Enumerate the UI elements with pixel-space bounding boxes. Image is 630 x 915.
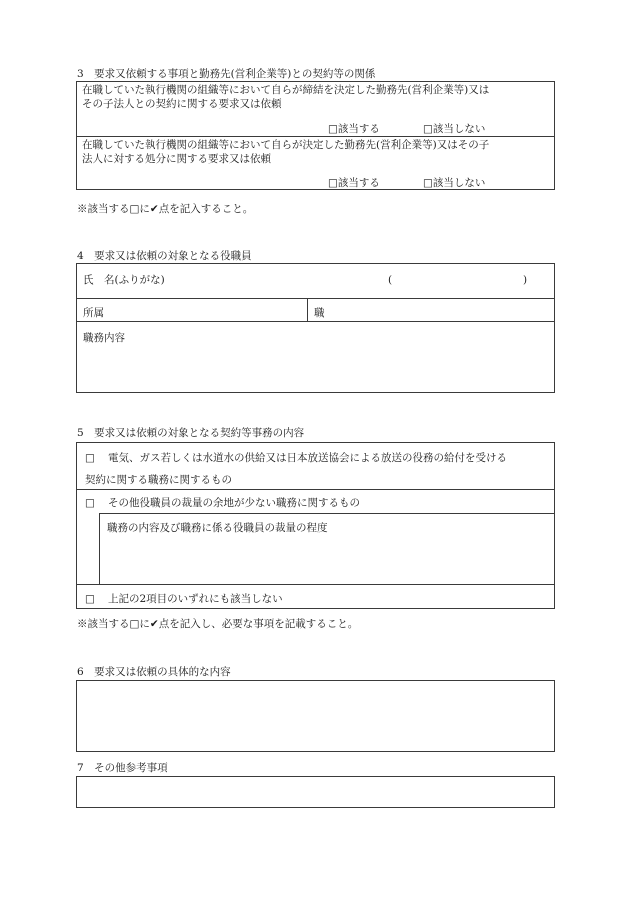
section4-row-divider-1: [76, 298, 555, 299]
item2-sub-label: 職務の内容及び職務に係る役職員の裁量の程度: [107, 522, 328, 534]
item1-text-line1: 電気、ガス若しくは水道水の供給又は日本放送協会による放送の役務の給付を受ける: [108, 452, 507, 464]
section5-row-divider-2: [76, 584, 555, 585]
item3-text: 上記の2項目のいずれにも該当しない: [108, 593, 283, 605]
section7-input-box[interactable]: [76, 776, 555, 808]
section3-row2-text-line1: 在職していた執行機関の組織等において自らが決定した勤務先(営利企業等)又はその子: [82, 139, 490, 151]
section3-row1-text-line2: その子法人との契約に関する要求又は依頼: [82, 98, 282, 110]
section3-row2-text-line2: 法人に対する処分に関する要求又は依頼: [82, 153, 271, 165]
section3-row1-yes-checkbox[interactable]: □該当する: [328, 123, 380, 135]
furigana-paren-open: (: [388, 274, 393, 286]
position-label: 職: [314, 307, 325, 319]
section5-sub-top: [99, 513, 555, 514]
section3-note: ※該当する□に✔点を記入すること。: [77, 203, 254, 215]
section5-row-divider-1: [76, 489, 555, 490]
section7-heading: 7 その他参考事項: [77, 762, 168, 774]
section5-sub-left: [99, 513, 100, 584]
section5-heading: 5 要求又は依頼の対象となる契約等事務の内容: [77, 427, 305, 439]
item1-text-line2: 契約に関する職務に関するもの: [85, 474, 232, 486]
furigana-paren-close: ): [523, 274, 528, 286]
name-furigana-label: 氏 名(ふりがな): [83, 274, 165, 286]
section4-col-divider: [307, 298, 308, 321]
duties-label: 職務内容: [83, 332, 125, 344]
section6-heading: 6 要求又は依頼の具体的な内容: [77, 666, 231, 678]
affiliation-label: 所属: [83, 307, 104, 319]
section5-note: ※該当する□に✔点を記入し、必要な事項を記載すること。: [77, 618, 359, 630]
item1-checkbox[interactable]: □: [85, 452, 95, 464]
section3-row2-yes-checkbox[interactable]: □該当する: [328, 177, 380, 189]
section3-row1-text-line1: 在職していた執行機関の組織等において自らが締結を決定した勤務先(営利企業等)又は: [82, 84, 490, 96]
item2-text: その他役職員の裁量の余地が少ない職務に関するもの: [108, 497, 360, 509]
section3-row-divider: [76, 136, 555, 137]
section3-row2-no-checkbox[interactable]: □該当しない: [423, 177, 486, 189]
section3-row1-no-checkbox[interactable]: □該当しない: [423, 123, 486, 135]
item2-checkbox[interactable]: □: [85, 497, 95, 509]
section4-heading: 4 要求又は依頼の対象となる役職員: [77, 250, 252, 262]
section4-row-divider-2: [76, 321, 555, 322]
section6-input-box[interactable]: [76, 680, 555, 752]
item3-checkbox[interactable]: □: [85, 593, 95, 605]
section3-heading: 3 要求又依頼する事項と勤務先(営利企業等)との契約等の関係: [77, 68, 376, 80]
